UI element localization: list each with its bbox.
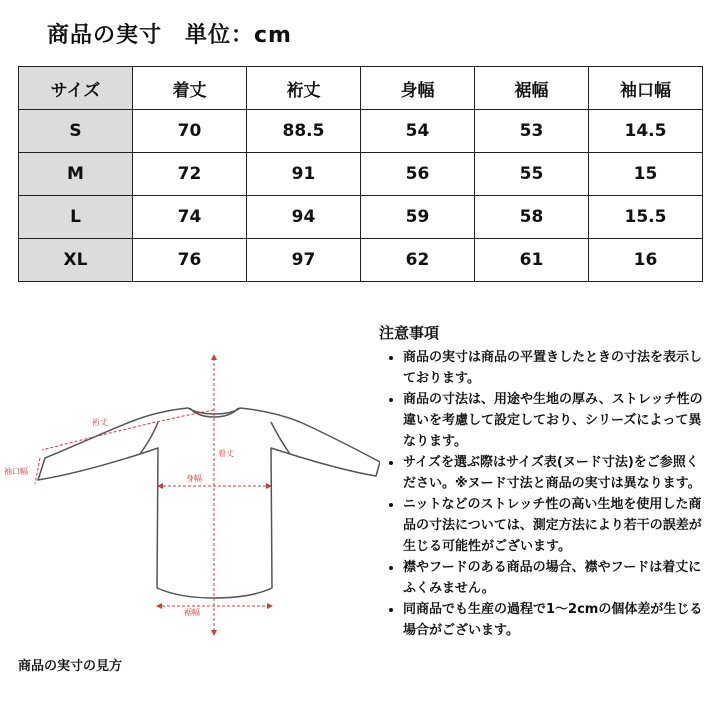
size-label: XL [19,239,133,282]
table-cell: 88.5 [247,110,361,153]
note-item: • サイズを選ぶ際はサイズ表(ヌード寸法)をご参照ください。※ヌード寸法と商品の実寸は異なります。 [403,452,704,494]
table-cell: 91 [247,153,361,196]
table-cell: 74 [133,196,247,239]
note-item: • 襟やフードのある商品の場合、襟やフードは着丈にふくみません。 [403,557,704,599]
table-cell: 58 [475,196,589,239]
table-cell: 14.5 [589,110,703,153]
size-table [18,66,703,282]
header-yukitake: 裄丈 [247,67,361,110]
header-sodeguchi: 袖口幅 [589,67,703,110]
table-cell: 16 [589,239,703,282]
table-row [19,239,703,282]
size-label: L [19,196,133,239]
notes-section [379,322,704,641]
size-label: S [19,110,133,153]
shirt-outline [38,408,380,598]
note-item: • 商品の実寸は商品の平置きしたときの寸法を表示しております。 [403,347,704,389]
size-label: M [19,153,133,196]
label-kitake: 着丈 [218,449,234,458]
table-header-row [19,67,703,110]
garment-diagram [0,350,380,640]
table-cell: 15 [589,153,703,196]
note-item: • 商品の寸法は、用途や生地の厚み、ストレッチ性の違いを考慮して設定しており、シリーズによって異なります。 [403,389,704,452]
table-cell: 61 [475,239,589,282]
table-cell: 72 [133,153,247,196]
label-susohaba: 裾幅 [184,608,200,617]
header-kitake: 着丈 [133,67,247,110]
label-mihaba: 身幅 [186,474,202,483]
table-cell: 76 [133,239,247,282]
label-sodeguchi: 袖口幅 [4,467,28,476]
header-mihaba: 身幅 [361,67,475,110]
header-susohaba: 裾幅 [475,67,589,110]
table-row [19,110,703,153]
notes-list [379,347,704,641]
table-cell: 55 [475,153,589,196]
table-cell: 53 [475,110,589,153]
table-cell: 97 [247,239,361,282]
diagram-caption: 商品の実寸の見方 [18,659,123,674]
table-cell: 56 [361,153,475,196]
table-cell: 94 [247,196,361,239]
table-cell: 59 [361,196,475,239]
table-cell: 54 [361,110,475,153]
table-row [19,153,703,196]
notes-heading: 注意事項 [379,324,440,342]
measure-lines [35,358,272,632]
header-size: サイズ [19,67,133,110]
table-cell: 62 [361,239,475,282]
note-item: • 同商品でも生産の過程で1〜2cmの個体差が生じる場合がございます。 [403,599,704,641]
table-cell: 15.5 [589,196,703,239]
label-yukitake: 裄丈 [92,418,108,427]
page-title: 商品の実寸 単位：cm [47,23,292,48]
table-cell: 70 [133,110,247,153]
note-item: • ニットなどのストレッチ性の高い生地を使用した商品の寸法については、測定方法により若干の誤差が生じる可能性がございます。 [403,494,704,557]
table-row [19,196,703,239]
